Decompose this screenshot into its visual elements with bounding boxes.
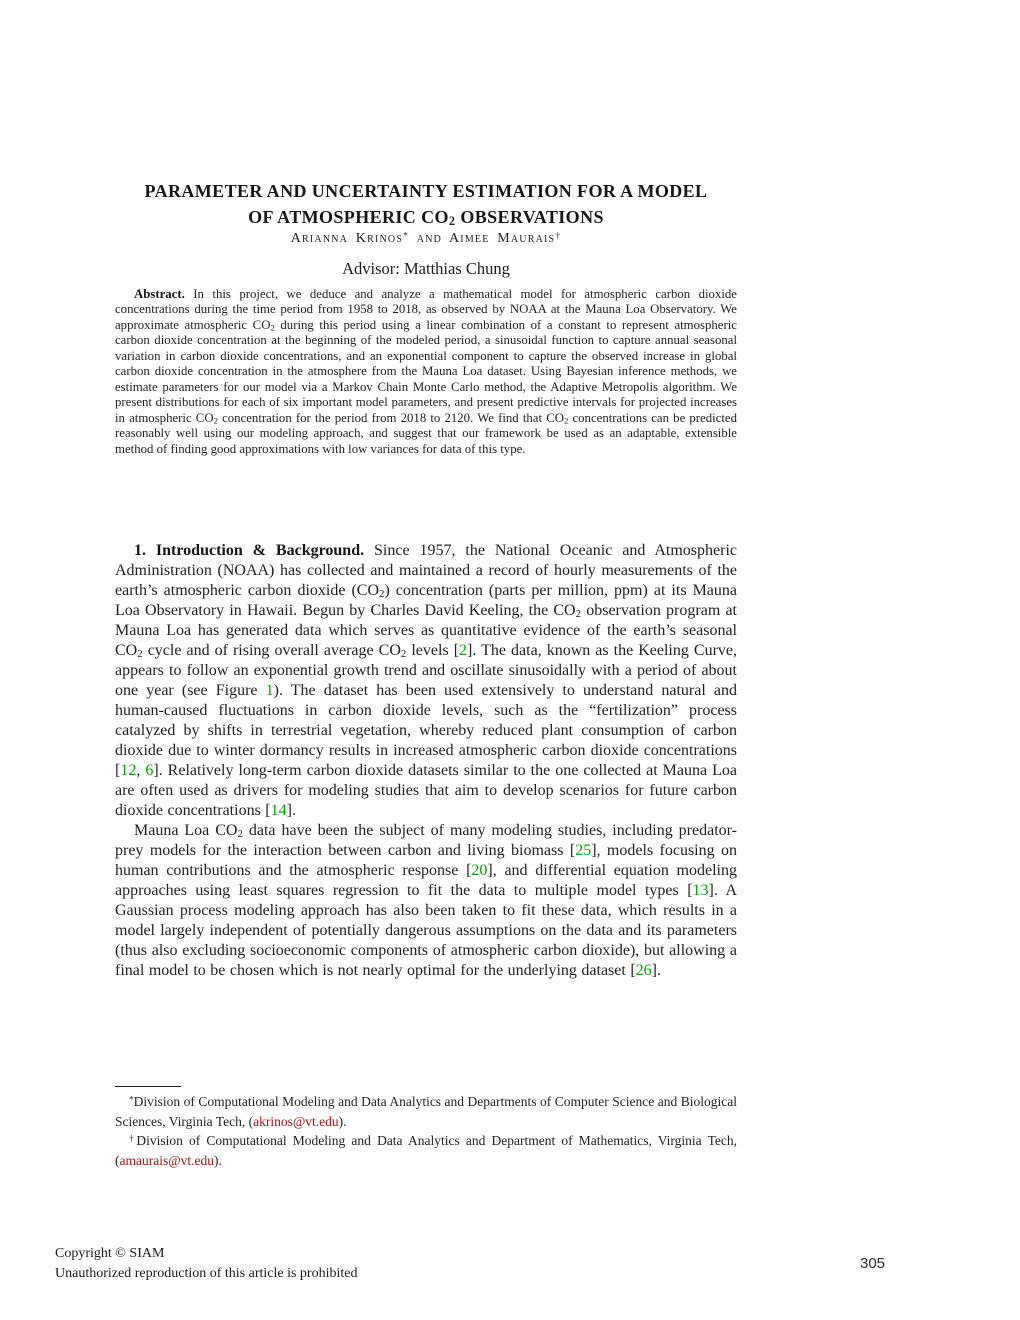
text-run: ).	[214, 1152, 222, 1168]
text-run: ].	[651, 962, 661, 979]
introduction-section	[115, 541, 737, 981]
text-run: In this project, we deduce and analyze a mathematical model for atmospheric carbon dioxide concentrations during the time period from 1958 to 2018, as observed by NOAA at the Mauna Loa Observatory. We approximate atmospheric CO	[115, 287, 737, 332]
citation-link[interactable]: 12	[120, 762, 137, 779]
subscript: 2	[575, 607, 582, 620]
text-run: ]. A Gaussian process modeling approach has also been taken to fit these data, which results in a model largely independent of potentially dangerous assumptions on the data and its parameters (thus also excluding socioeconomic components of atmospheric carbon dioxide), but allowing a final model to be chosen which is not nearly optimal for the underlying dataset [	[115, 882, 738, 979]
footnote-rule	[115, 1086, 181, 1087]
text-run: and Aimee Maurais	[409, 231, 556, 246]
copyright-notice	[55, 1244, 357, 1284]
text-run: observation program at Mauna Loa has generated data which serves as quantitative evidence of the earth’s seasonal CO	[115, 602, 737, 659]
text-run: concentration for the period from 2018 to 2120. We find that CO	[217, 410, 564, 425]
subscript: 2	[400, 647, 407, 660]
paper-title	[115, 178, 737, 230]
abstract-paragraph	[115, 287, 737, 457]
citation-link[interactable]: 1	[265, 682, 274, 699]
superscript: †	[129, 1133, 137, 1144]
citation-link[interactable]: 13	[692, 882, 709, 899]
citation-link[interactable]: 26	[635, 962, 652, 979]
intro-paragraph-2	[115, 821, 737, 981]
citation-link[interactable]: 6	[145, 762, 154, 779]
text-run: Since 1957, the National Oceanic and Atmospheric Administration (NOAA) has collected and maintained a record of hourly measurements of the earth’s atmospheric carbon dioxide (CO	[115, 542, 738, 599]
intro-paragraph-1	[115, 541, 737, 821]
text-run: ) concentration (parts per million, ppm) at its Mauna Loa Observatory in Hawaii. Begun by Charles David Keeling, the CO	[115, 582, 737, 619]
text-run: data have been the subject of many modeling studies, including predator-prey models for the interaction between carbon and living biomass [	[115, 822, 737, 859]
subscript: 2	[563, 415, 569, 426]
text-run: ].	[286, 802, 296, 819]
citation-link[interactable]: 14	[270, 802, 287, 819]
text-run: ). The dataset has been used extensively to understand natural and human-caused fluctuations in carbon dioxide levels, such as the “fertilization” process catalyzed by shifts in terrestrial vegetation, whereby reduced plant consumption of carbon dioxide due to winter dormancy results in increased atmospheric carbon dioxide concentrations [	[115, 682, 737, 779]
citation-link[interactable]: 25	[575, 842, 592, 859]
superscript: *	[403, 231, 410, 242]
text-run: Division of Computational Modeling and Data Analytics and Department of Mathematics, Virginia Tech, (	[115, 1133, 737, 1168]
subscript: 2	[237, 827, 243, 840]
footnote-author-1	[115, 1092, 737, 1131]
abstract-section	[115, 287, 737, 457]
author-line	[115, 231, 737, 247]
text-run: levels [	[406, 642, 460, 659]
text-run: Arianna Krinos	[290, 231, 404, 246]
text-run: ).	[338, 1113, 347, 1129]
advisor-line: Advisor: Matthias Chung	[342, 259, 510, 278]
subscript: 2	[379, 587, 385, 600]
copyright-line2: Unauthorized reproduction of this article is prohibited	[55, 1266, 358, 1281]
paper-title-line2	[115, 204, 737, 230]
subscript: 2	[448, 214, 456, 229]
text-run: cycle and of rising overall average CO	[142, 642, 401, 659]
bold-run: Abstract.	[134, 287, 185, 301]
footnote-author-2	[115, 1131, 737, 1170]
subscript: 2	[270, 322, 275, 333]
paper-title-line1: PARAMETER AND UNCERTAINTY ESTIMATION FOR A MODEL	[144, 181, 708, 201]
subscript: 2	[213, 415, 218, 426]
text-run: ]. The data, known as the Keeling Curve, appears to follow an exponential growth trend and oscillate sinusoidally with a period of about one year (see Figure	[115, 642, 737, 699]
text-run: ], models focusing on human contributions and the atmospheric response [	[115, 842, 737, 879]
email-link[interactable]: amaurais@vt.edu	[119, 1152, 215, 1168]
text-run: during this period using a linear combination of a constant to represent atmospheric carbon dioxide concentration at the beginning of the modeled period, a sinusoidal function to capture annual seasonal variation in carbon dioxide concentrations, and an exponential component to capture the observed increase in global carbon dioxide concentration in the atmosphere from the Mauna Loa dataset. Using Bayesian inference methods, we estimate parameters for our model via a Markov Chain Monte Carlo method, the Adaptive Metropolis algorithm. We present distributions for each of six important model parameters, and present predictive intervals for projected increases in atmospheric CO	[115, 317, 737, 425]
email-link[interactable]: akrinos@vt.edu	[253, 1113, 339, 1129]
citation-link[interactable]: 2	[459, 642, 468, 659]
text-run: ]. Relatively long-term carbon dioxide datasets similar to the one collected at Mauna Loa are often used as drivers for modeling studies that aim to develop scenarios for future carbon dioxide concentrations [	[115, 762, 737, 819]
superscript: †	[555, 231, 562, 242]
superscript: *	[129, 1094, 134, 1105]
page-number: 305	[859, 1255, 886, 1272]
text-run: ], and differential equation modeling approaches using least squares regression to fit the data to multiple model types [	[115, 862, 737, 899]
copyright-line1: Copyright © SIAM	[55, 1246, 165, 1261]
text-run: Mauna Loa CO	[134, 822, 238, 839]
citation-link[interactable]: 20	[471, 862, 488, 879]
text-run: OBSERVATIONS	[455, 207, 604, 227]
text-run: Division of Computational Modeling and Data Analytics and Departments of Computer Science and Biological Sciences, Virginia Tech, (	[115, 1094, 737, 1129]
text-run: OF ATMOSPHERIC CO	[248, 207, 449, 227]
bold-run: 1. Introduction & Background.	[134, 542, 365, 559]
text-run: ,	[136, 762, 146, 779]
subscript: 2	[137, 647, 143, 660]
text-run: concentrations can be predicted reasonably well using our modeling approach, and suggest that our framework be used as an adaptable, extensible method of finding good approximations with low variances for data of this type.	[115, 410, 738, 456]
footnotes-section	[115, 1092, 737, 1170]
